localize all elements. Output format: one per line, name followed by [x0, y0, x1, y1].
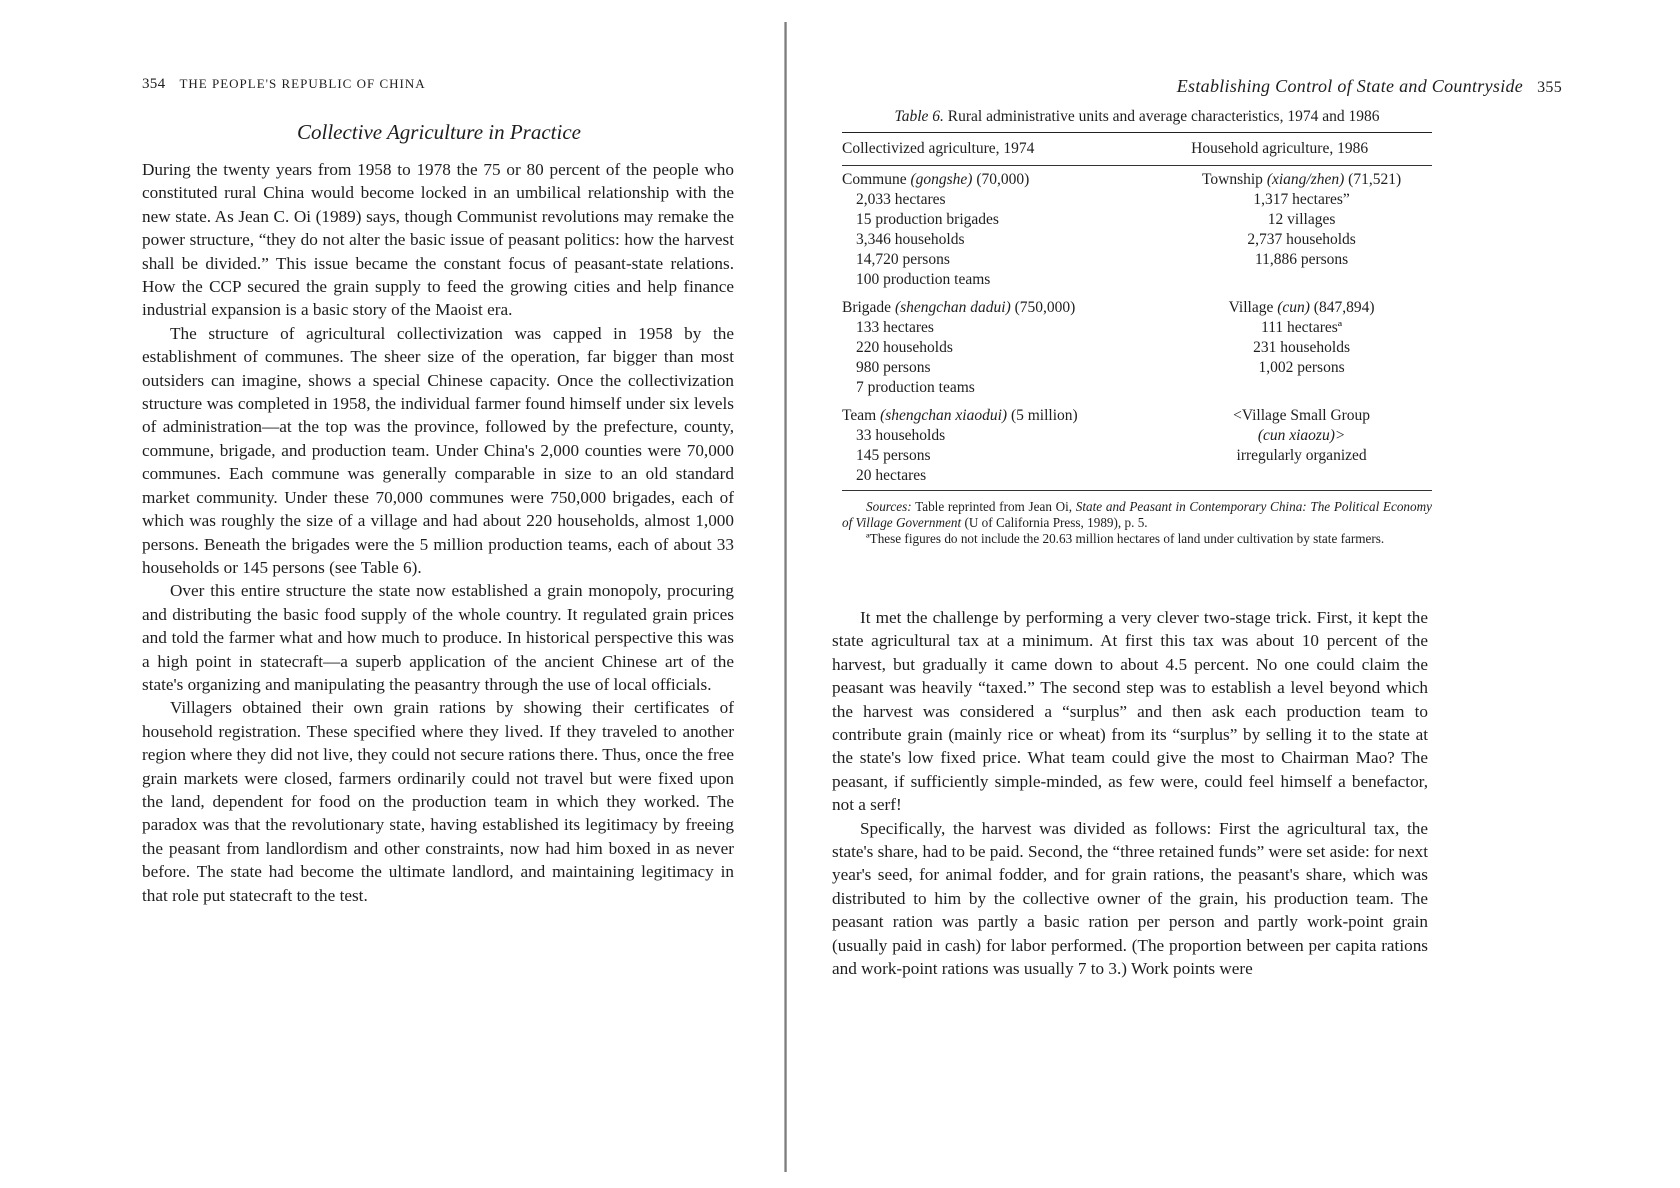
unit-count: (847,894) [1309, 299, 1375, 316]
unit-label: Team [842, 407, 881, 424]
paragraph: During the twenty years from 1958 to 1978 the 75 or 80 percent of the people who constituted rural China would become locked in an umbilical relationship with the new state. As Jean C. Oi (1989) says, though Communist revolutions may remake the power structure, “they do not alter the basic issue of peasant politics: how the harvest shall be divided.” This issue became the constant focus of peasant-state relations. How the CCP secured the grain supply to feed the growing cities and help finance industrial expansion is a basic story of the Maoist era. [142, 160, 734, 320]
unit-term: (xiang/zhen) [1266, 171, 1345, 188]
column-header-household: Household agriculture, 1986 [1191, 140, 1369, 157]
unit-label: Brigade [842, 299, 895, 316]
unit-term [1171, 426, 1432, 446]
stat-line: 980 persons [856, 359, 931, 376]
unit-count: (5 million) [1007, 407, 1078, 424]
unit-name [1171, 170, 1432, 190]
left-body-text [142, 158, 734, 907]
stat-line: 2,737 households [1247, 231, 1356, 248]
stat-line: 12 villages [1267, 211, 1336, 228]
table-row [842, 402, 1432, 490]
stat-line: 100 production teams [856, 271, 991, 288]
stat-line: 7 production teams [856, 379, 975, 396]
right-running-head [1177, 76, 1562, 97]
stat-line: 111 hectaresª [1261, 319, 1343, 336]
table-cell [842, 402, 1141, 490]
sources-text: Table reprinted from Jean Oi, [911, 499, 1076, 514]
table-title: Rural administrative units and average characteristics, 1974 and 1986 [947, 108, 1380, 125]
paragraph: Over this entire structure the state now established a grain monopoly, procuring and distributing the basic food supply of the whole country. It regulated grain prices and told the farmer what and how much to produce. In historical perspective this was a high point in statecraft—a superb application of the ancient Chinese art of the state's organizing and manipulating the peasantry through the use of local officials. [142, 581, 734, 694]
right-running-title: Establishing Control of State and Countryside [1176, 76, 1524, 96]
unit-label: Village [1228, 299, 1278, 316]
stat-line: 2,033 hectares [856, 191, 946, 208]
table-cell [1141, 166, 1432, 295]
unit-label: Township [1202, 171, 1267, 188]
stat-line: 15 production brigades [856, 211, 999, 228]
unit-name [842, 298, 1141, 318]
unit-count: (70,000) [972, 171, 1030, 188]
unit-label: <Village Small Group [1233, 407, 1371, 424]
paragraph: The structure of agricultural collectivization was capped in 1958 by the establishment of communes. The sheer size of the operation, far bigger than most outsiders can imagine, shows a special Chinese capacity. Once the collectivization structure was completed in 1958, the individual farmer found himself under six levels of administration—at the top was the province, followed by the prefecture, county, commune, brigade, and production team. Under China's 2,000 counties were 70,000 communes. Each commune was generally comparable in size to an old standard market community. Under these 70,000 communes were 750,000 brigades, each of which was roughly the size of a village and had about 220 households, almost 1,000 persons. Beneath the brigades were the 5 million production teams, each of about 33 households or 145 persons (see Table 6). [142, 323, 734, 577]
table-sources [842, 499, 1432, 531]
unit-term: (shengchan dadui) [894, 299, 1011, 316]
table-row [842, 294, 1432, 402]
stat-line: 231 households [1253, 339, 1351, 356]
stat-line: 1,317 hectares” [1253, 191, 1350, 208]
right-page-number: 355 [1537, 79, 1562, 96]
paragraph: It met the challenge by performing a very clever two-stage trick. First, it kept the state agricultural tax at a minimum. At first this tax was about 10 percent of the harvest, but gradually it came down to about 4.5 percent. No one could claim the peasant was heavily “taxed.” The second step was to establish a level beyond which the harvest was considered a “surplus” and then ask each production team to contribute grain (mainly rice or wheat) from its “surplus” by selling it to the state at the state's low fixed price. What team could give the most to Chairman Mao? The peasant, if sufficiently simple-minded, as few were, could feel himself a benefactor, not a serf! [832, 608, 1428, 815]
unit-count: (71,521) [1344, 171, 1402, 188]
table-6 [842, 108, 1432, 547]
unit-term-text: (cun xiaozu)> [1257, 427, 1346, 444]
table-caption [842, 108, 1432, 126]
left-running-title: THE PEOPLE'S REPUBLIC OF CHINA [179, 76, 426, 91]
table-cell [842, 294, 1141, 402]
unit-label: Commune [842, 171, 911, 188]
stat-line: 14,720 persons [856, 251, 950, 268]
stat-line: 220 households [856, 339, 953, 356]
book-spine-divider [784, 22, 787, 1172]
table-cell [1141, 294, 1432, 402]
sources-text: (U of California Press, 1989), p. 5. [961, 515, 1148, 530]
table-row [842, 166, 1432, 295]
stat-line: 133 hectares [856, 319, 934, 336]
paragraph: Specifically, the harvest was divided as follows: First the agricultural tax, the state's share, had to be paid. Second, the “three retained funds” were set aside: for next year's seed, for animal fodder, and for grain rations, the peasant's share, which was distributed to him by the collective owner of the grain, his production team. The peasant ration was partly a basic ration per person and partly work-point grain (usually paid in cash) for labor performed. (The proportion between per capita rations and work-point rations was usually 7 to 3.) Work points were [832, 818, 1428, 979]
column-header-collectivized: Collectivized agriculture, 1974 [842, 140, 1035, 157]
table-body [842, 133, 1432, 490]
paragraph: Villagers obtained their own grain rations by showing their certificates of household registration. These specified where they lived. If they traveled to another region where they did not live, they could not secure rations there. Thus, once the free grain markets were closed, farmers ordinarily could not travel but were fixed upon the land, dependent for food on the production team in which they worked. The paradox was that the revolutionary state, having established its legitimacy by freeing the peasant from landlordism and other constraints, now had him boxed in as never before. The state had become the ultimate landlord, and maintaining legitimacy in that role put statecraft to the test. [142, 698, 734, 905]
table-label: Table 6. [894, 108, 944, 125]
left-running-head [142, 76, 426, 93]
table-header-row [842, 133, 1432, 166]
left-page [0, 0, 782, 1188]
stat-line: irregularly organized [1236, 447, 1367, 464]
unit-term: (shengchan xiaodui) [880, 407, 1008, 424]
table-notes [842, 499, 1432, 547]
unit-name [842, 170, 1141, 190]
unit-count: (750,000) [1010, 299, 1076, 316]
stat-line: 1,002 persons [1258, 359, 1345, 376]
stat-line: 3,346 households [856, 231, 965, 248]
table-bottom-rule [842, 490, 1432, 491]
unit-term: (cun) [1277, 299, 1310, 316]
sources-label: Sources: [866, 499, 912, 514]
stat-line: 11,886 persons [1254, 251, 1349, 268]
table-footnote: ªThese figures do not include the 20.63 million hectares of land under cultivation by state farmers. [866, 531, 1385, 546]
unit-term: (gongshe) [910, 171, 973, 188]
unit-name [842, 406, 1141, 426]
section-title: Collective Agriculture in Practice [296, 120, 581, 144]
right-body-text [832, 606, 1428, 981]
stat-line: 33 households [856, 427, 946, 444]
table-cell [1141, 402, 1432, 490]
stat-line: 20 hectares [856, 467, 927, 484]
left-page-number: 354 [142, 76, 166, 92]
table-cell [842, 166, 1141, 295]
unit-name [1171, 298, 1432, 318]
stat-line: 145 persons [856, 447, 931, 464]
sources-book-title: State and Peasant in Contemporary China: The Political Economy of Village Government [842, 499, 1433, 530]
